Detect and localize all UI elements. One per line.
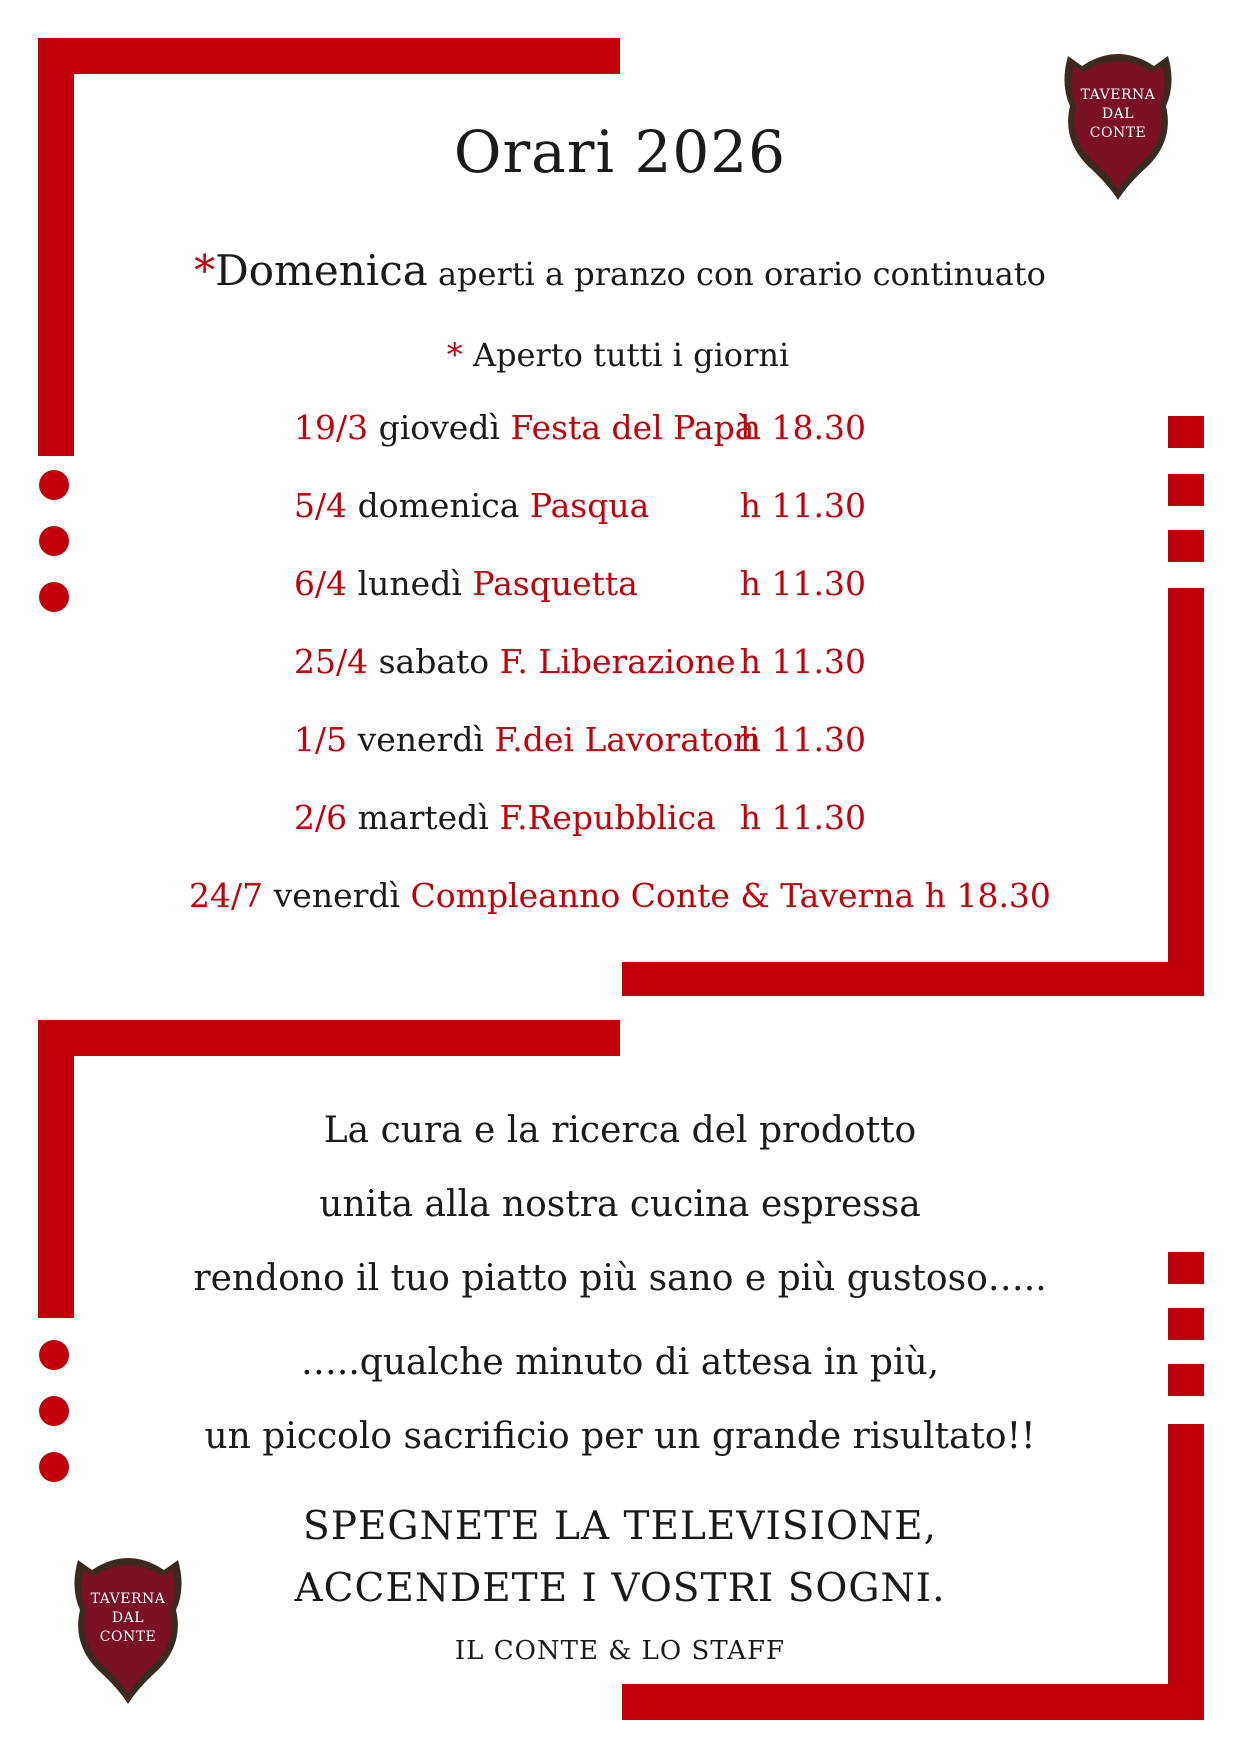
slogan-line: ACCENDETE I VOSTRI SOGNI. — [294, 1566, 946, 1611]
schedule-event: Pasquetta — [472, 564, 638, 603]
special-time: h 18.30 — [914, 876, 1051, 915]
schedule-time: h 11.30 — [739, 642, 866, 681]
schedule-day: lunedì — [347, 564, 473, 603]
logo-line: DAL — [111, 1610, 145, 1626]
bottom-frame-top-bar — [38, 1020, 620, 1056]
decorative-dot — [39, 582, 69, 612]
schedule-event: F.dei Lavoratori — [494, 720, 760, 759]
schedule-date: 25/4 — [294, 642, 369, 681]
schedule-time: h 18.30 — [739, 408, 866, 447]
decorative-square — [1168, 474, 1204, 506]
sunday-note — [0, 246, 1240, 295]
schedule-date: 5/4 — [294, 486, 348, 525]
sunday-word: Domenica — [215, 246, 428, 295]
asterisk: * — [194, 246, 216, 295]
open-text: Aperto tutti i giorni — [472, 336, 790, 374]
taverna-logo — [72, 1548, 184, 1706]
message-line: rendono il tuo piatto più sano e più gustoso….. — [193, 1258, 1047, 1299]
logo-line: TAVERNA — [1080, 87, 1156, 103]
top-frame-top-bar — [38, 38, 620, 74]
page-title: Orari 2026 — [453, 118, 787, 186]
logo-text — [72, 1590, 184, 1647]
decorative-square — [1168, 416, 1204, 448]
decorative-dot — [39, 526, 69, 556]
schedule-day: sabato — [368, 642, 500, 681]
asterisk: * — [446, 336, 473, 374]
schedule-event: Festa del Papà — [510, 408, 755, 447]
logo-line: CONTE — [99, 1629, 157, 1645]
top-frame-right-bar — [1168, 588, 1204, 996]
message-line: …..qualche minuto di attesa in più, — [300, 1342, 940, 1383]
schedule-date: 6/4 — [294, 564, 348, 603]
logo-line: DAL — [1101, 106, 1135, 122]
schedule-row — [294, 798, 866, 842]
schedule-day: martedì — [347, 798, 500, 837]
schedule-date: 1/5 — [294, 720, 348, 759]
special-event-row — [0, 876, 1240, 915]
slogan-line: SPEGNETE LA TELEVISIONE, — [302, 1504, 938, 1549]
decorative-square — [1168, 1308, 1204, 1340]
logo-line: CONTE — [1089, 125, 1147, 141]
decorative-dot — [39, 470, 69, 500]
logo-line: TAVERNA — [90, 1591, 166, 1607]
schedule-date: 2/6 — [294, 798, 348, 837]
open-note — [0, 336, 1238, 374]
schedule-row — [294, 564, 866, 608]
schedule-date: 19/3 — [294, 408, 369, 447]
signature: IL CONTE & LO STAFF — [454, 1636, 786, 1666]
schedule-row — [294, 720, 866, 764]
schedule-day: giovedì — [368, 408, 511, 447]
decorative-square — [1168, 530, 1204, 562]
schedule-event: F. Liberazione — [499, 642, 736, 681]
message-line: unita alla nostra cucina espressa — [319, 1184, 921, 1225]
schedule-day: domenica — [347, 486, 530, 525]
schedule-row — [294, 486, 866, 530]
special-event: Compleanno Conte & Taverna — [410, 876, 915, 915]
schedule-time: h 11.30 — [739, 798, 866, 837]
bottom-frame-bottom-bar — [622, 1684, 1204, 1720]
special-date: 24/7 — [189, 876, 264, 915]
schedule-event: F.Repubblica — [499, 798, 716, 837]
top-frame-bottom-bar — [622, 962, 1204, 996]
schedule-row — [294, 408, 866, 452]
sunday-text: aperti a pranzo con orario continuato — [427, 255, 1046, 293]
message-line: La cura e la ricerca del prodotto — [323, 1110, 917, 1151]
schedule-row — [294, 642, 866, 686]
schedule-time: h 11.30 — [739, 720, 866, 759]
special-day: venerdì — [263, 876, 411, 915]
schedule-time: h 11.30 — [739, 564, 866, 603]
message-line: un piccolo sacrificio per un grande risultato!! — [204, 1416, 1036, 1457]
schedule-event: Pasqua — [529, 486, 650, 525]
schedule-day: venerdì — [347, 720, 495, 759]
schedule-time: h 11.30 — [739, 486, 866, 525]
